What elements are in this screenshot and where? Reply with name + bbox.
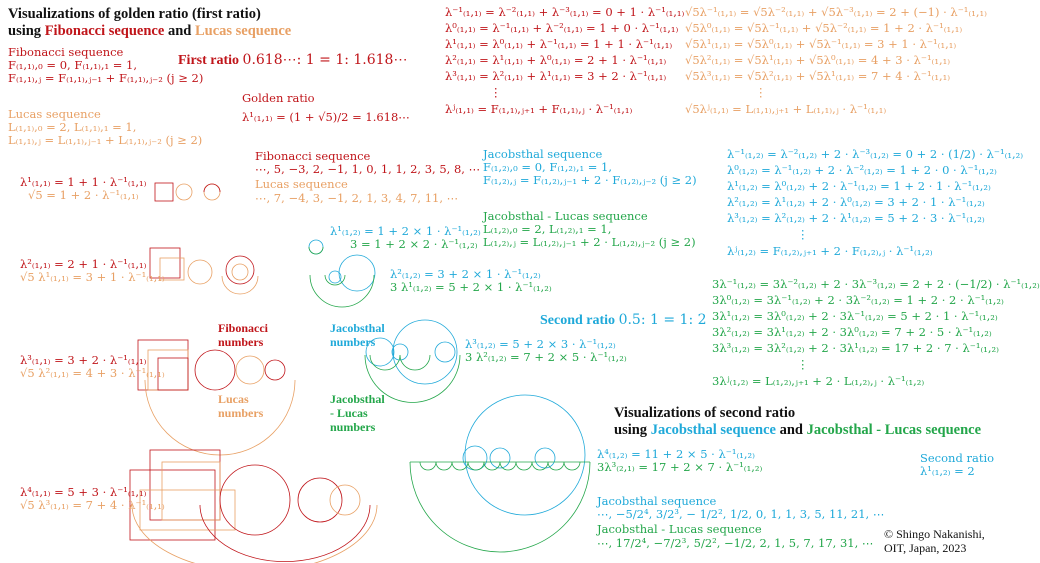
golden-eq-1: λ¹₍₁,₁₎ = 1 + 1 · λ⁻¹₍₁,₁₎ √5 = 1 + 2 · λ⁻¹₍₁,₁₎	[20, 175, 147, 203]
fibonacci-definition: Fibonacci sequence F₍₁,₁₎,₀ = 0, F₍₁,₁₎,₁ = 1, F₍₁,₁₎,ⱼ = F₍₁,₁₎,ⱼ₋₁ + F₍₁,₁₎,ⱼ₋₂ (j ≥ 2)	[8, 45, 204, 86]
jac-eq-4: λ⁴₍₁,₂₎ = 11 + 2 × 5 · λ⁻¹₍₁,₂₎ 3λ³₍₂,₁₎ = 17 + 2 × 7 · λ⁻¹₍₁,₂₎	[597, 447, 763, 475]
lucas-numbers-label: Lucas numbers	[218, 392, 264, 420]
jacobsthal-definition: Jacobsthal sequence F₍₁,₂₎,₀ = 0, F₍₁,₂₎,₁ = 1, F₍₁,₂₎,ⱼ = F₍₁,₂₎,ⱼ₋₁ + 2 · F₍₁,₂₎,ⱼ₋₂ (j ≥ 2)	[483, 147, 697, 188]
golden-eq-4: λ⁴₍₁,₁₎ = 5 + 3 · λ⁻¹₍₁,₁₎ √5 λ³₍₁,₁₎ = 7 + 4 · λ⁻¹₍₁,₁₎	[20, 485, 165, 513]
fibonacci-numbers-label: Fibonacci numbers	[218, 321, 268, 349]
title-second: Visualizations of second ratio using Jacobsthal sequence and Jacobsthal - Lucas sequence	[614, 405, 982, 438]
fib-lambda-table: λ⁻¹₍₁,₁₎ = λ⁻²₍₁,₁₎ + λ⁻³₍₁,₁₎ = 0 + 1 · λ⁻¹₍₁,₁₎ λ⁰₍₁,₁₎ = λ⁻¹₍₁,₁₎ + λ⁻²₍₁,₁₎ = 1 + 0 · λ⁻¹₍₁,₁₎ λ¹₍₁,₁₎ = λ⁰₍₁,₁₎ + λ⁻¹₍₁,₁₎ = 1 + 1 · λ⁻¹₍₁,₁₎ λ²₍₁,₁₎ = λ¹₍₁,₁₎ + λ⁰₍₁,₁₎ = 2 + 1 · λ⁻¹₍₁,₁₎ λ³₍₁,₁₎ = λ²₍₁,₁₎ + λ¹₍₁,₁₎ = 3 + 2 · λ⁻¹₍₁,₁₎ ⋮ λʲ₍₁,₁₎ = F₍₁,₁₎,ⱼ₊₁ + F₍₁,₁₎,ⱼ · λ⁻¹₍₁,₁₎	[445, 5, 685, 116]
golden-figure-2	[150, 248, 258, 294]
jac-lambda-table: λ⁻¹₍₁,₂₎ = λ⁻²₍₁,₂₎ + 2 · λ⁻³₍₁,₂₎ = 0 + 2 · (1/2) · λ⁻¹₍₁,₂₎ λ⁰₍₁,₂₎ = λ⁻¹₍₁,₂₎ + 2 · λ⁻²₍₁,₂₎ = 1 + 2 · 0 · λ⁻¹₍₁,₂₎ λ¹₍₁,₂₎ = λ⁰₍₁,₂₎ + 2 · λ⁻¹₍₁,₂₎ = 1 + 2 · 1 · λ⁻¹₍₁,₂₎ λ²₍₁,₂₎ = λ¹₍₁,₂₎ + 2 · λ⁰₍₁,₂₎ = 3 + 2 · 1 · λ⁻¹₍₁,₂₎ λ³₍₁,₂₎ = λ²₍₁,₂₎ + 2 · λ¹₍₁,₂₎ = 5 + 2 · 3 · λ⁻¹₍₁,₂₎ ⋮ λʲ₍₁,₂₎ = F₍₁,₂₎,ⱼ₊₁ + 2 · F₍₁,₂₎,ⱼ · λ⁻¹₍₁,₂₎	[727, 147, 1024, 258]
golden-figure-1	[155, 183, 220, 201]
second-ratio-label: Second ratio 0.5: 1 = 1: 2	[540, 312, 707, 328]
jl-lambda-table: 3λ⁻¹₍₁,₂₎ = 3λ⁻²₍₁,₂₎ + 2 · 3λ⁻³₍₁,₂₎ = 2 + 2 · (−1/2) · λ⁻¹₍₁,₂₎ 3λ⁰₍₁,₂₎ = 3λ⁻¹₍₁,₂₎ + 2 · 3λ⁻²₍₁,₂₎ = 1 + 2 · 2 · λ⁻¹₍₁,₂₎ 3λ¹₍₁,₂₎ = 3λ⁰₍₁,₂₎ + 2 · 3λ⁻¹₍₁,₂₎ = 5 + 2 · 1 · λ⁻¹₍₁,₂₎ 3λ²₍₁,₂₎ = 3λ¹₍₁,₂₎ + 2 · 3λ⁰₍₁,₂₎ = 7 + 2 · 5 · λ⁻¹₍₁,₂₎ 3λ³₍₁,₂₎ = 3λ²₍₁,₂₎ + 2 · 3λ¹₍₁,₂₎ = 17 + 2 · 7 · λ⁻¹₍₁,₂₎ ⋮ 3λʲ₍₁,₂₎ = L₍₁,₂₎,ⱼ₊₁ + 2 · L₍₁,₂₎,ⱼ · λ⁻¹₍₁,₂₎	[712, 277, 1040, 388]
jac-eq-2: λ²₍₁,₂₎ = 3 + 2 × 1 · λ⁻¹₍₁,₂₎ 3 λ¹₍₁,₂₎ = 5 + 2 × 1 · λ⁻¹₍₁,₂₎	[390, 267, 552, 295]
golden-eq-3: λ³₍₁,₁₎ = 3 + 2 · λ⁻¹₍₁,₁₎ √5 λ²₍₁,₁₎ = 4 + 3 · λ⁻¹₍₁,₁₎	[20, 353, 165, 381]
lucas-definition: Lucas sequence L₍₁,₁₎,₀ = 2, L₍₁,₁₎,₁ = 1, L₍₁,₁₎,ⱼ = L₍₁,₁₎,ⱼ₋₁ + L₍₁,₁₎,ⱼ₋₂ (j ≥ 2)	[8, 107, 203, 148]
jacobsthal-figure-2	[310, 255, 375, 307]
title-first: Visualizations of golden ratio (first ratio) using Fibonacci sequence and Lucas sequence	[8, 6, 292, 39]
first-ratio-label: First ratio 0.618⋯: 1 = 1: 1.618⋯	[178, 52, 408, 68]
golden-figure-4	[130, 450, 377, 563]
jacobsthal-figure-1	[309, 240, 323, 254]
jacobsthal-figure-4	[410, 395, 590, 552]
golden-ratio: Golden ratio λ¹₍₁,₁₎ = (1 + √5)/2 = 1.618⋯	[242, 91, 410, 125]
golden-eq-2: λ²₍₁,₁₎ = 2 + 1 · λ⁻¹₍₁,₁₎ √5 λ¹₍₁,₁₎ = 3 + 1 · λ⁻¹₍₁,₁₎	[20, 257, 165, 285]
jacobsthal-numbers-label: Jacobsthal numbers	[330, 321, 385, 349]
jacobsthal-lucas-definition: Jacobsthal - Lucas sequence L₍₁,₂₎,₀ = 2, L₍₁,₂₎,₁ = 1, L₍₁,₂₎,ⱼ = L₍₁,₂₎,ⱼ₋₁ + 2 · L₍₁,₂₎,ⱼ₋₂ (j ≥ 2)	[483, 209, 696, 250]
copyright: © Shingo Nakanishi, OIT, Japan, 2023	[884, 527, 985, 555]
fib-lucas-terms: Fibonacci sequence ⋯, 5, −3, 2, −1, 1, 0, 1, 1, 2, 3, 5, 8, ⋯ Lucas sequence ⋯, 7, −4, 3, −1, 2, 1, 3, 4, 7, 11, ⋯	[255, 149, 481, 205]
jac-eq-1: λ¹₍₁,₂₎ = 1 + 2 × 1 · λ⁻¹₍₁,₂₎ 3 = 1 + 2 × 2 · λ⁻¹₍₁,₂₎	[330, 224, 481, 252]
jac-terms: Jacobsthal sequence ⋯, −5/2⁴, 3/2³, − 1/2², 1/2, 0, 1, 1, 3, 5, 11, 21, ⋯ Jacobsthal - Lucas sequence ⋯, 17/2⁴, −7/2³, 5/2², −1/2, 2, 1, 5, 7, 17, 31, ⋯	[597, 494, 885, 550]
lucas-lambda-table: √5λ⁻¹₍₁,₁₎ = √5λ⁻²₍₁,₁₎ + √5λ⁻³₍₁,₁₎ = 2 + (−1) · λ⁻¹₍₁,₁₎ √5λ⁰₍₁,₁₎ = √5λ⁻¹₍₁,₁₎ + √5λ⁻²₍₁,₁₎ = 1 + 2 · λ⁻¹₍₁,₁₎ √5λ¹₍₁,₁₎ = √5λ⁰₍₁,₁₎ + √5λ⁻¹₍₁,₁₎ = 3 + 1 · λ⁻¹₍₁,₁₎ √5λ²₍₁,₁₎ = √5λ¹₍₁,₁₎ + √5λ⁰₍₁,₁₎ = 4 + 3 · λ⁻¹₍₁,₁₎ √5λ³₍₁,₁₎ = √5λ²₍₁,₁₎ + √5λ¹₍₁,₁₎ = 7 + 4 · λ⁻¹₍₁,₁₎ ⋮ √5λʲ₍₁,₁₎ = L₍₁,₁₎,ⱼ₊₁ + L₍₁,₁₎,ⱼ · λ⁻¹₍₁,₁₎	[685, 5, 987, 116]
jac-eq-3: λ³₍₁,₂₎ = 5 + 2 × 3 · λ⁻¹₍₁,₂₎ 3 λ²₍₁,₂₎ = 7 + 2 × 5 · λ⁻¹₍₁,₂₎	[465, 337, 627, 365]
jacobsthal-lucas-numbers-label: Jacobsthal - Lucas numbers	[330, 392, 385, 434]
second-ratio-small: Second ratio λ¹₍₁,₂₎ = 2	[920, 451, 995, 479]
